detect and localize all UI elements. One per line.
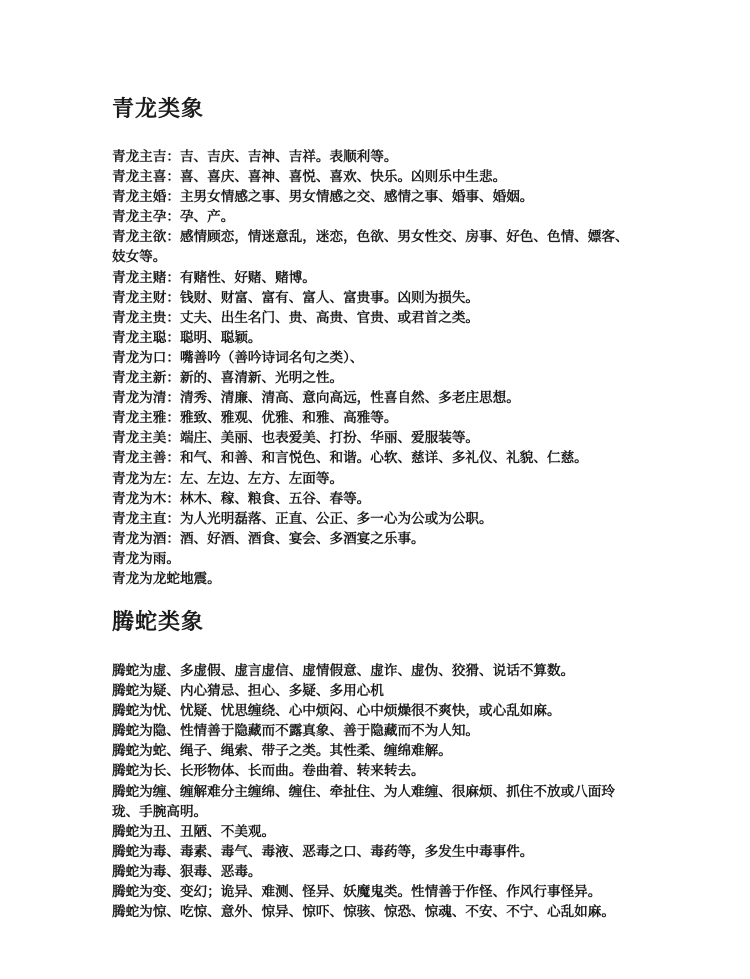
- attribute-line: 腾蛇为丑、丑陋、不美观。: [112, 823, 276, 840]
- attribute-line: 腾蛇为长、长形物体、长而曲。卷曲着、转来转去。: [112, 763, 425, 780]
- attribute-line: 青龙主喜：喜、喜庆、喜神、喜悦、喜欢、快乐。凶则乐中生悲。: [112, 169, 507, 186]
- attribute-line: 青龙为清：清秀、清廉、清高、意向高远，性喜自然、多老庄思想。: [112, 390, 520, 407]
- attribute-line: 青龙为龙蛇地震。: [112, 570, 221, 587]
- attribute-line: 青龙主美：端庄、美丽、也表爱美、打扮、华丽、爱服装等。: [112, 430, 480, 447]
- attribute-line: 腾蛇为惊、吃惊、意外、惊异、惊吓、惊骇、惊恐、惊魂、不安、不宁、心乱如麻。: [112, 904, 615, 921]
- attribute-line: 腾蛇为疑、内心猜忌、担心、多疑、多用心机: [112, 683, 384, 700]
- attribute-line: 青龙主赌：有赌性、好赌、赌博。: [112, 269, 316, 286]
- attribute-line: 青龙主聪：聪明、聪颖。: [112, 329, 262, 346]
- attribute-line: 青龙主财：钱财、财富、富有、富人、富贵事。凶则为损失。: [112, 289, 480, 306]
- attribute-line: 青龙主吉：吉、吉庆、吉神、吉祥。表顺利等。: [112, 149, 398, 165]
- attribute-line: 腾蛇为缠、缠解难分主缠绵、缠住、牵扯住、为人难缠、很麻烦、抓住不放或八面玲珑、手腕高明。: [112, 783, 615, 820]
- attribute-line: 青龙为雨。: [112, 550, 180, 567]
- attribute-line: 青龙为木：林木、稼、粮食、五谷、春等。: [112, 490, 371, 507]
- section-title-tengshe: 腾蛇类象: [112, 610, 205, 635]
- attribute-line: 腾蛇为隐、性情善于隐藏而不露真象、善于隐藏而不为人知。: [112, 723, 480, 740]
- attribute-line: 青龙主善：和气、和善、和言悦色、和谐。心软、慈详、多礼仪、礼貌、仁慈。: [112, 450, 588, 467]
- attribute-line: 青龙为口：嘴善吟（善吟诗词名句之类）、: [112, 349, 364, 366]
- attribute-line: 青龙主婚：主男女情感之事、男女情感之交、感情之事、婚事、婚姻。: [112, 189, 534, 206]
- attribute-line: 腾蛇为毒、毒素、毒气、毒液、恶毒之口、毒药等，多发生中毒事件。: [112, 843, 534, 860]
- attribute-line: 青龙主孕：孕、产。: [112, 209, 235, 226]
- attribute-line: 腾蛇为虚、多虚假、虚言虚信、虚情假意、虚诈、虚伪、狡猾、说话不算数。: [112, 663, 575, 679]
- attribute-line: 腾蛇为毒、狠毒、恶毒。: [112, 863, 262, 880]
- attribute-line: 青龙主欲：感情顾恋，情迷意乱，迷恋，色欲、男女性交、房事、好色、色情、嫖客、妓女等。: [112, 229, 629, 266]
- qinglong-attribute-list: [112, 147, 642, 589]
- tengshe-attribute-list: [112, 661, 642, 922]
- attribute-line: 青龙主直：为人光明磊落、正直、公正、多一心为公或为公职。: [112, 510, 493, 527]
- attribute-line: 青龙主雅：雅致、雅观、优雅、和雅、高雅等。: [112, 410, 398, 427]
- attribute-line: 腾蛇为蛇、绳子、绳索、带子之类。其性柔、缠绵难解。: [112, 743, 452, 760]
- section-title-qinglong: 青龙类象: [112, 97, 205, 122]
- attribute-line: 青龙为酒：酒、好酒、酒食、宴会、多酒宴之乐事。: [112, 530, 425, 547]
- attribute-line: 腾蛇为变、变幻；诡异、难测、怪异、妖魔鬼类。性情善于作怪、作风行事怪异。: [112, 884, 602, 901]
- attribute-line: 青龙为左：左、左边、左方、左面等。: [112, 470, 344, 487]
- attribute-line: 青龙主新：新的、喜清新、光明之性。: [112, 370, 344, 387]
- attribute-line: 青龙主贵：丈夫、出生名门、贵、高贵、官贵、或君首之类。: [112, 309, 480, 326]
- attribute-line: 腾蛇为忧、忧疑、忧思缠绕、心中烦闷、心中烦燥很不爽快，或心乱如麻。: [112, 703, 561, 720]
